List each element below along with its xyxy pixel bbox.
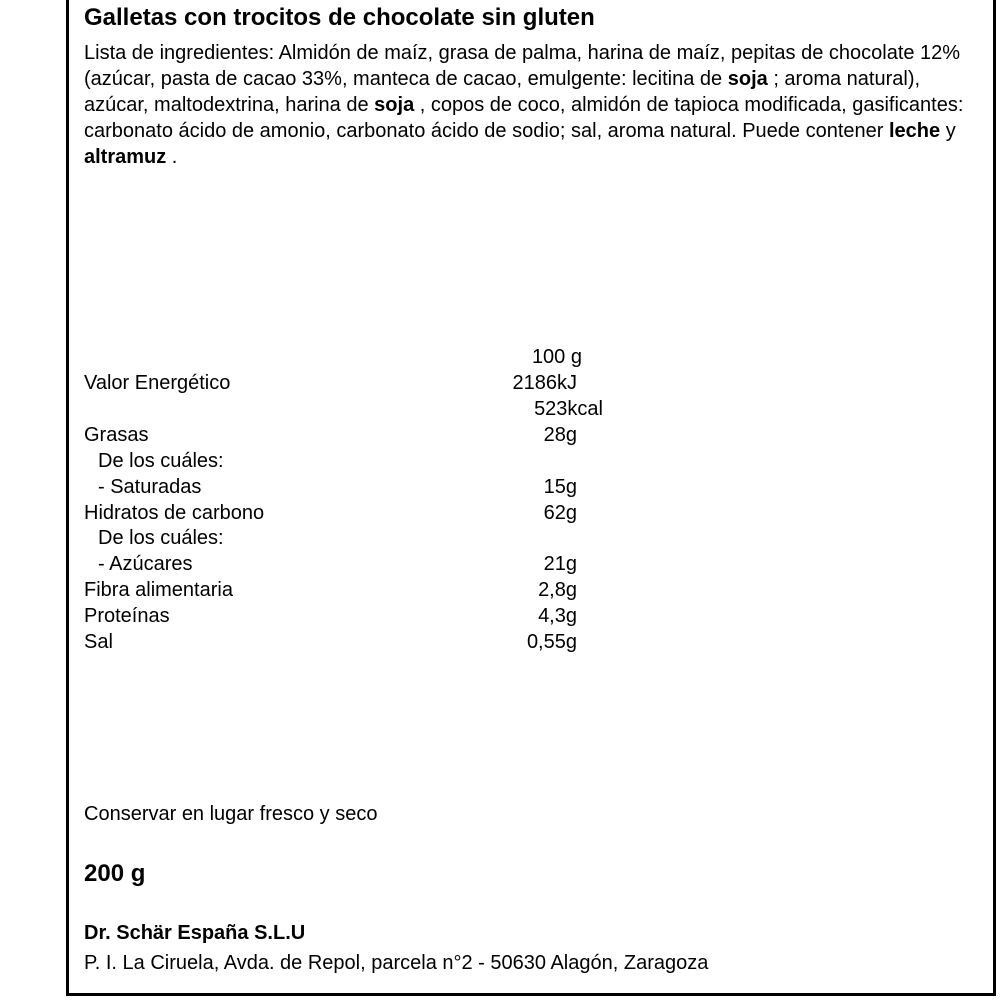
nutrient-value: 21g (543, 553, 577, 576)
company-name: Dr. Schär España S.L.U (84, 922, 306, 944)
ingredients-text: . (166, 146, 178, 168)
nutrient-name: - Saturadas (98, 475, 202, 498)
nutrient-value: 0,55g (526, 631, 577, 653)
ingredients-text: ; aroma natural), azúcar, maltodextrina, harina de (84, 68, 921, 116)
nutrition-row (0, 603, 1000, 629)
nutrition-row (0, 577, 1000, 603)
nutrition-row (0, 629, 1000, 655)
nutrition-row (0, 525, 1000, 551)
allergen-highlight: leche (888, 120, 941, 142)
nutrition-row (0, 500, 1000, 526)
nutrition-row (0, 370, 1000, 396)
nutrient-name: Proteínas (84, 605, 170, 628)
nutrient-name: Grasas (84, 423, 149, 446)
nutrient-value: 28g (543, 423, 577, 446)
allergen-highlight: soja (727, 68, 768, 90)
nutrient-value: 2186kJ (512, 372, 577, 394)
ingredients-text: , copos de coco, almidón de tapioca modificada, gasificantes: carbonato ácido de amonio, carbonato ácido de sodio; sal, aroma natural. Puede contener (84, 94, 964, 142)
product-title: Galletas con trocitos de chocolate sin gluten (84, 4, 595, 31)
nutrient-name: De los cuáles: (98, 449, 224, 472)
nutrition-row (0, 474, 1000, 500)
nutrient-value: 62g (543, 501, 577, 524)
nutrition-row (0, 551, 1000, 577)
ingredients-text: Lista de ingredientes: Almidón de maíz, grasa de palma, harina de maíz, pepitas de chocolate 12% (azúcar, pasta de cacao 33%, manteca de cacao, emulgente: lecitina de (84, 42, 961, 90)
nutrient-value: 2,8g (538, 579, 577, 602)
allergen-highlight: soja (374, 94, 415, 116)
storage-instructions: Conservar en lugar fresco y seco (84, 803, 378, 825)
nutrient-name: Fibra alimentaria (84, 579, 233, 602)
nutrition-row (0, 396, 1000, 422)
nutrition-row (0, 448, 1000, 474)
nutrient-name: Valor Energético (84, 372, 231, 394)
nutrition-row (0, 422, 1000, 448)
net-weight: 200 g (84, 860, 146, 887)
nutrient-name: - Azúcares (98, 553, 193, 576)
company-address: P. I. La Ciruela, Avda. de Repol, parcela n°2 - 50630 Alagón, Zaragoza (84, 952, 709, 974)
ingredients-text: y (940, 120, 956, 142)
allergen-highlight: altramuz (84, 146, 167, 168)
nutrient-value: 4,3g (538, 605, 577, 628)
nutrition-per-label: 100 g (531, 346, 582, 368)
nutrient-name: De los cuáles: (98, 527, 224, 550)
nutrient-name: Hidratos de carbono (84, 501, 265, 524)
nutrient-value: 523kcal (534, 397, 603, 420)
nutrient-name: Sal (84, 631, 113, 653)
ingredients-list (84, 40, 964, 170)
nutrient-value: 15g (543, 475, 577, 498)
